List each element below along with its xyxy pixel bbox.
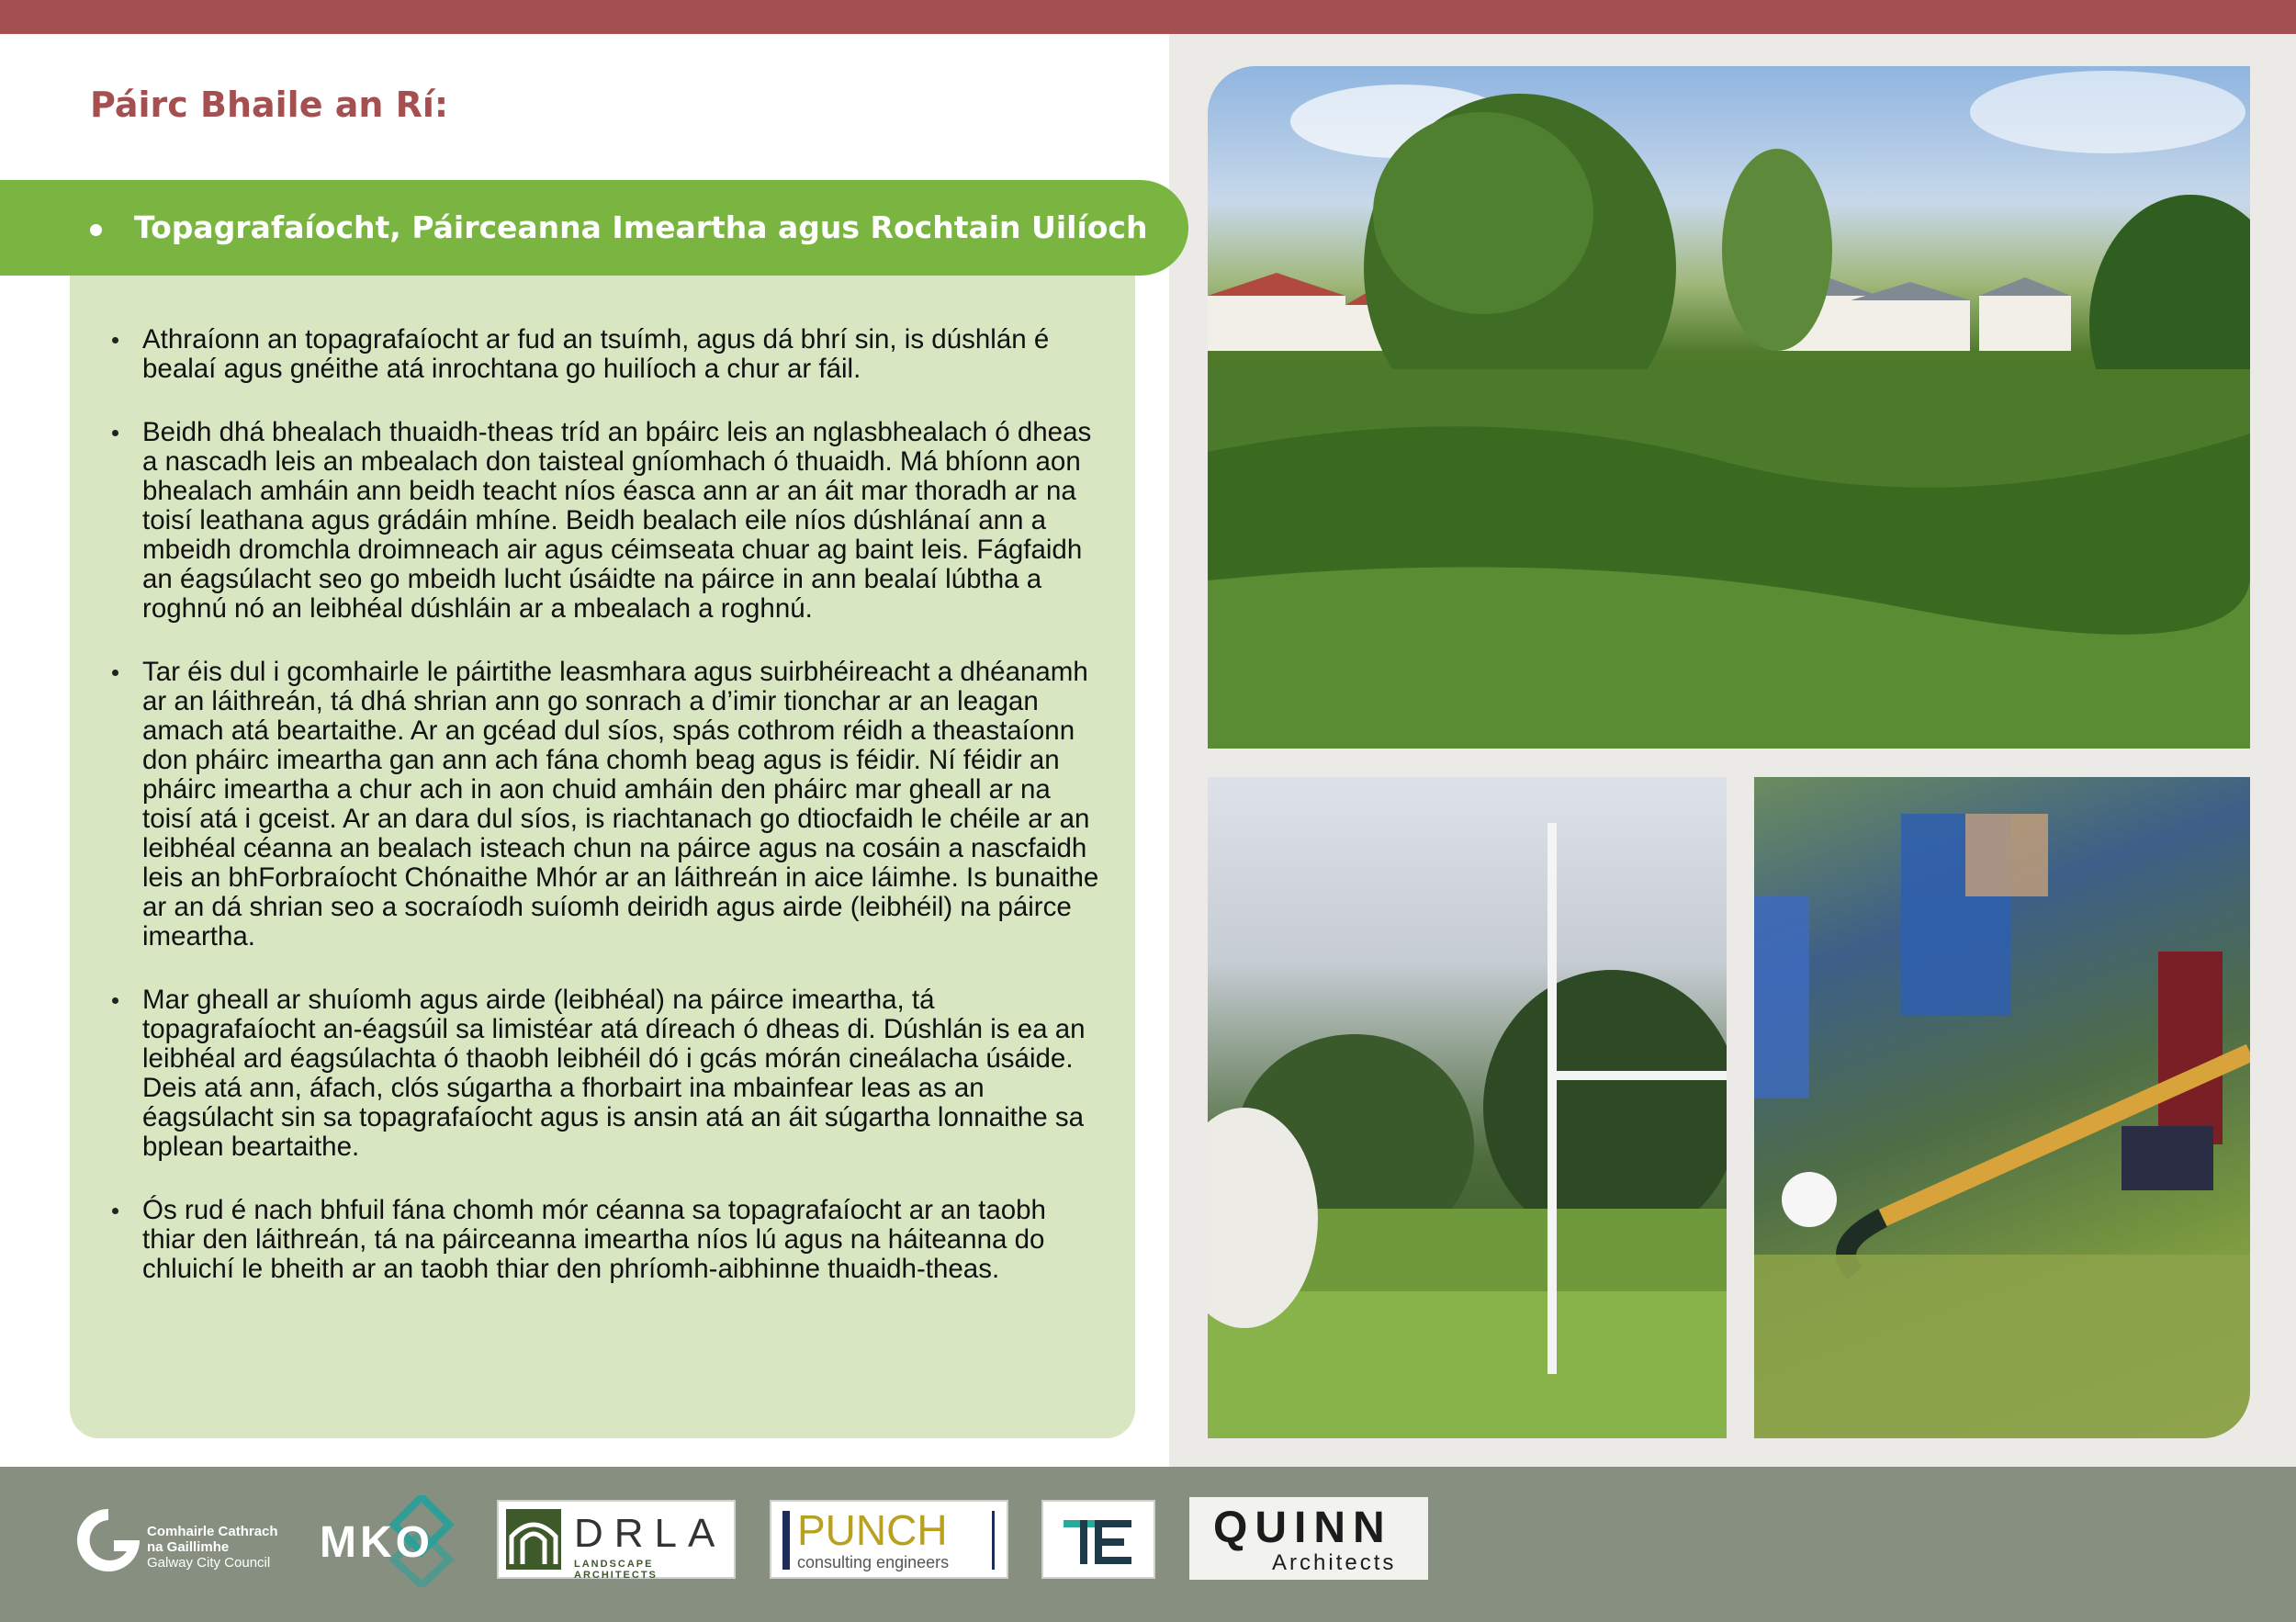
paragraph: Tar éis dul i gcomhairle le páirtithe leasmhara agus suirbhéireacht a dhéanamh ar an láithreán, tá dhá shrian ann go sonrach a d’imir tionchar ar an leagan amach atá beartaithe. Ar an gcéad dul síos, spás cothrom réidh a theastaíonn don pháirc imeartha gan ann ach fána chomh beag agus is féidir. Ní féidir an pháirc imeartha a chur ach in aon chuid amháin den pháirc mar gheall ar na toisí atá i gceist. Ar an dara dul síos, is riachtanach go dtiocfaidh le chéile ar an leibhéal céanna an bealach isteach chun na páirce agus na cosáin a nascfaidh leis an bhForbraíocht Chónaithe Mhór ar an láithreán in aice láimhe. Is bunaithe ar an dá shrian seo a socraíodh suíomh deiridh agus airde (leibhéil) na páirce imeartha. [110, 658, 1102, 952]
paragraph: Athraíonn an topagrafaíocht ar fud an tsuímh, agus dá bhrí sin, is dúshlán é bealaí agus gnéithe atá inrochtana go huilíoch a chur ar fáil. [110, 325, 1102, 384]
galway-name-line2: na Gaillimhe [147, 1539, 230, 1555]
mko-logo [316, 1495, 472, 1587]
galway-crest-icon [72, 1504, 145, 1577]
quinn-logo [1189, 1497, 1428, 1580]
galway-name-line3: Galway City Council [147, 1555, 271, 1571]
quinn-text: QUINN [1213, 1504, 1392, 1552]
park-photo [1208, 66, 2250, 749]
punch-bar-left [782, 1511, 790, 1570]
punch-text: PUNCH [797, 1506, 948, 1554]
drla-mark-icon [506, 1509, 561, 1570]
section-heading: Topagrafaíocht, Páirceanna Imeartha agus Rochtain Uilíoch [134, 209, 1148, 245]
top-accent-bar [0, 0, 2296, 34]
punch-logo [770, 1500, 1008, 1579]
rugby-photo [1208, 777, 1727, 1438]
paragraph: Mar gheall ar shuíomh agus airde (leibhéal) na páirce imeartha, tá topagrafaíocht an-éagsúil sa limistéar atá díreach ó dheas di. Dúshlán is ea an leibhéal ard éagsúlachta ó thaobh leibhéil dó i gcás mórán cineálacha úsáide. Deis atá ann, áfach, clós súgartha a fhorbairt ina mbainfear leas as an éagsúlacht sin sa topagrafaíocht agus is ansin atá an áit súgartha lonnaithe sa bplean beartaithe. [110, 986, 1102, 1162]
page-title: Páirc Bhaile an Rí: [90, 84, 449, 125]
quinn-subtext: Architects [1272, 1550, 1397, 1575]
paragraph: Beidh dhá bhealach thuaidh-theas tríd an bpáirc leis an nglasbhealach ó dheas a nascadh leis an mbealach don taisteal gníomhach ó thuaidh. Má bhíonn aon bhealach amháin ann beidh teacht níos éasca ann ar an áit mar thoradh ar na toisí leathana agus grádáin mhíne. Beidh bealach eile níos dúshlánaí ann a mbeidh dromchla droimneach air agus céimseata chuar ag baint leis. Fágfaidh an éagsúlacht seo go mbeidh lucht úsáidte na páirce in ann bealaí lúbtha a roghnú nó an leibhéal dúshláin ar a mbealach a roghnú. [110, 418, 1102, 624]
mko-text: MKO [320, 1518, 433, 1567]
galway-city-council-logo [72, 1504, 292, 1577]
drla-text: DRLA [574, 1511, 726, 1556]
te-mark-icon [1043, 1502, 1157, 1581]
punch-bar-right [992, 1511, 995, 1570]
bullet-icon [90, 224, 102, 236]
drla-subtext: LANDSCAPE ARCHITECTS [574, 1559, 658, 1581]
galway-name-line1: Comhairle Cathrach [147, 1524, 278, 1539]
paragraph-list [110, 325, 1102, 1318]
paragraph: Ós rud é nach bhfuil fána chomh mór céanna sa topagrafaíocht ar an taobh thiar den láithreán, tá na páirceanna imeartha níos lú agus na háiteanna do chluichí le bheith ar an taobh thiar den phríomh-aibhinne thuaidh-theas. [110, 1196, 1102, 1284]
punch-subtext: consulting engineers [797, 1553, 950, 1571]
drla-logo [497, 1500, 736, 1579]
hockey-photo [1754, 777, 2250, 1438]
te-logo [1041, 1500, 1155, 1579]
